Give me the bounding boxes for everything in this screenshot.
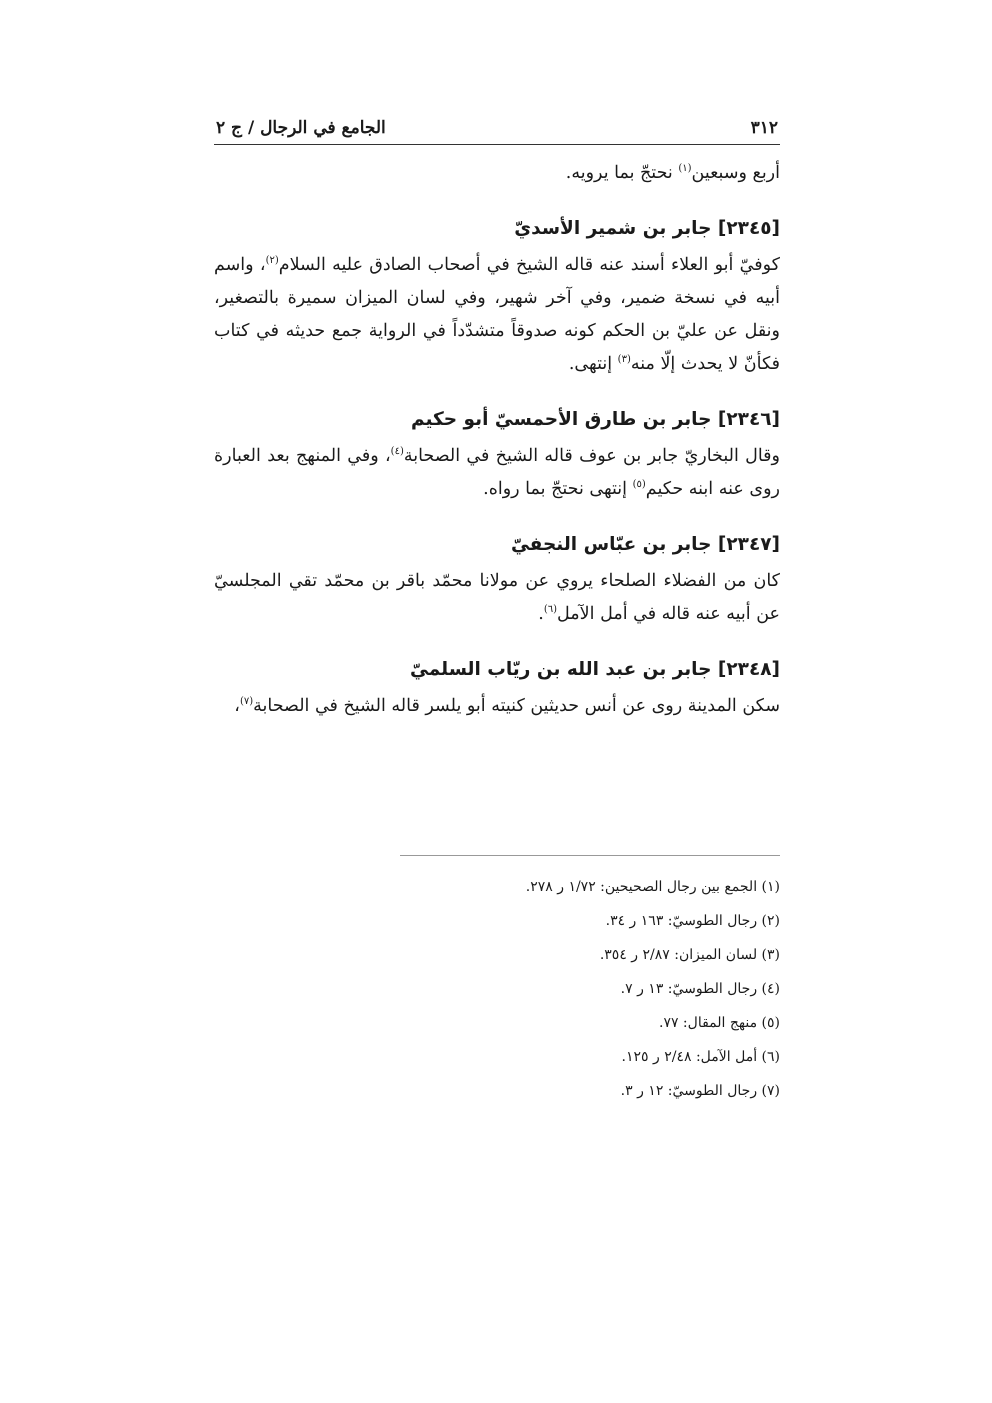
entry-text-segment: وقال البخاريّ جابر بن عوف قاله الشيخ في الصحابة — [403, 446, 781, 466]
footnote-item: (٢) رجال الطوسيّ: ١٦٣ ر ٣٤. — [605, 913, 780, 929]
lead-paragraph — [214, 157, 780, 190]
footnote-item: (١) الجمع بين رجال الصحيحين: ١/٧٢ ر ٢٧٨. — [525, 879, 780, 895]
footnote-list — [400, 870, 780, 1108]
footnote-ref[interactable]: (٥) — [632, 479, 646, 491]
footnote-item: (٦) أمل الآمل: ٢/٤٨ ر ١٢٥. — [621, 1049, 780, 1065]
page-body — [214, 118, 780, 723]
footnote-ref[interactable]: (٦) — [543, 604, 558, 616]
entry — [214, 214, 780, 381]
entry-text-segment: ، وفي المنهج بعد العبارة روى عنه ابنه حكيم — [214, 446, 780, 499]
page-number: ٣١٢ — [750, 118, 778, 138]
footnotes — [400, 855, 780, 1108]
entry-text — [214, 565, 780, 631]
entries-list — [214, 214, 780, 723]
entry-text-segment: كوفيّ أبو العلاء أسند عنه قاله الشيخ في أصحاب الصادق عليه السلام — [278, 255, 780, 275]
footnote-item: (٣) لسان الميزان: ٢/٨٧ ر ٣٥٤. — [599, 947, 780, 963]
entry-text-segment: كان من الفضلاء الصلحاء يروي عن مولانا محمّد باقر بن محمّد تقي المجلسيّ عن أبيه عنه قاله في أمل الآمل — [214, 571, 780, 624]
entry-heading: [٢٣٤٥] جابر بن شمير الأسديّ — [514, 218, 780, 239]
entry-text-segment: ، — [234, 696, 240, 716]
entry-heading: [٢٣٤٨] جابر بن عبد الله بن ريّاب السلميّ — [410, 659, 780, 680]
entry-text-segment: إنتهى. — [568, 354, 618, 374]
entry-text — [214, 440, 780, 506]
entry-text-segment: إنتهى نحتجّ بما رواه. — [483, 479, 633, 499]
footnote-item: (٤) رجال الطوسيّ: ١٣ ر ٧. — [620, 981, 780, 997]
footnote-ref[interactable]: (٤) — [390, 446, 404, 458]
entry-text — [214, 690, 780, 723]
entry — [214, 530, 780, 631]
footnote-item: (٧) رجال الطوسيّ: ١٢ ر ٣. — [620, 1083, 780, 1099]
entry-text-segment: سكن المدينة روى عن أنس حديثين كنيته أبو يلسر قاله الشيخ في الصحابة — [253, 696, 780, 716]
entry-heading: [٢٣٤٧] جابر بن عبّاس النجفيّ — [510, 534, 780, 555]
footnote-item: (٥) منهج المقال: ٧٧. — [658, 1015, 780, 1031]
entry — [214, 405, 780, 506]
entry — [214, 655, 780, 723]
entry-text-segment: . — [538, 604, 544, 624]
lead-text-end: نحتجّ بما يرويه. — [565, 163, 679, 183]
entry-heading: [٢٣٤٦] جابر بن طارق الأحمسيّ أبو حكيم — [410, 409, 780, 430]
running-header — [214, 118, 780, 145]
entry-text-segment: ، واسم أبيه في نسخة ضمير، وفي آخر شهير، وفي لسان الميزان سميرة بالتصغير، ونقل عن عليّ بن الحكم كونه صدوقاً متشدّداً في الرواية جمع حديثه في كتاب فكأنّ لا يحدث إلّا منه — [214, 255, 780, 374]
footnote-ref[interactable]: (٢) — [265, 255, 279, 267]
footnote-ref[interactable]: (٣) — [617, 354, 631, 366]
entry-text — [214, 249, 780, 381]
running-title: الجامع في الرجال / ج ٢ — [216, 118, 386, 138]
footnote-ref[interactable]: (٧) — [239, 696, 254, 708]
lead-text-start: أربع وسبعين — [691, 163, 780, 183]
footnote-ref[interactable]: (١) — [678, 163, 692, 175]
